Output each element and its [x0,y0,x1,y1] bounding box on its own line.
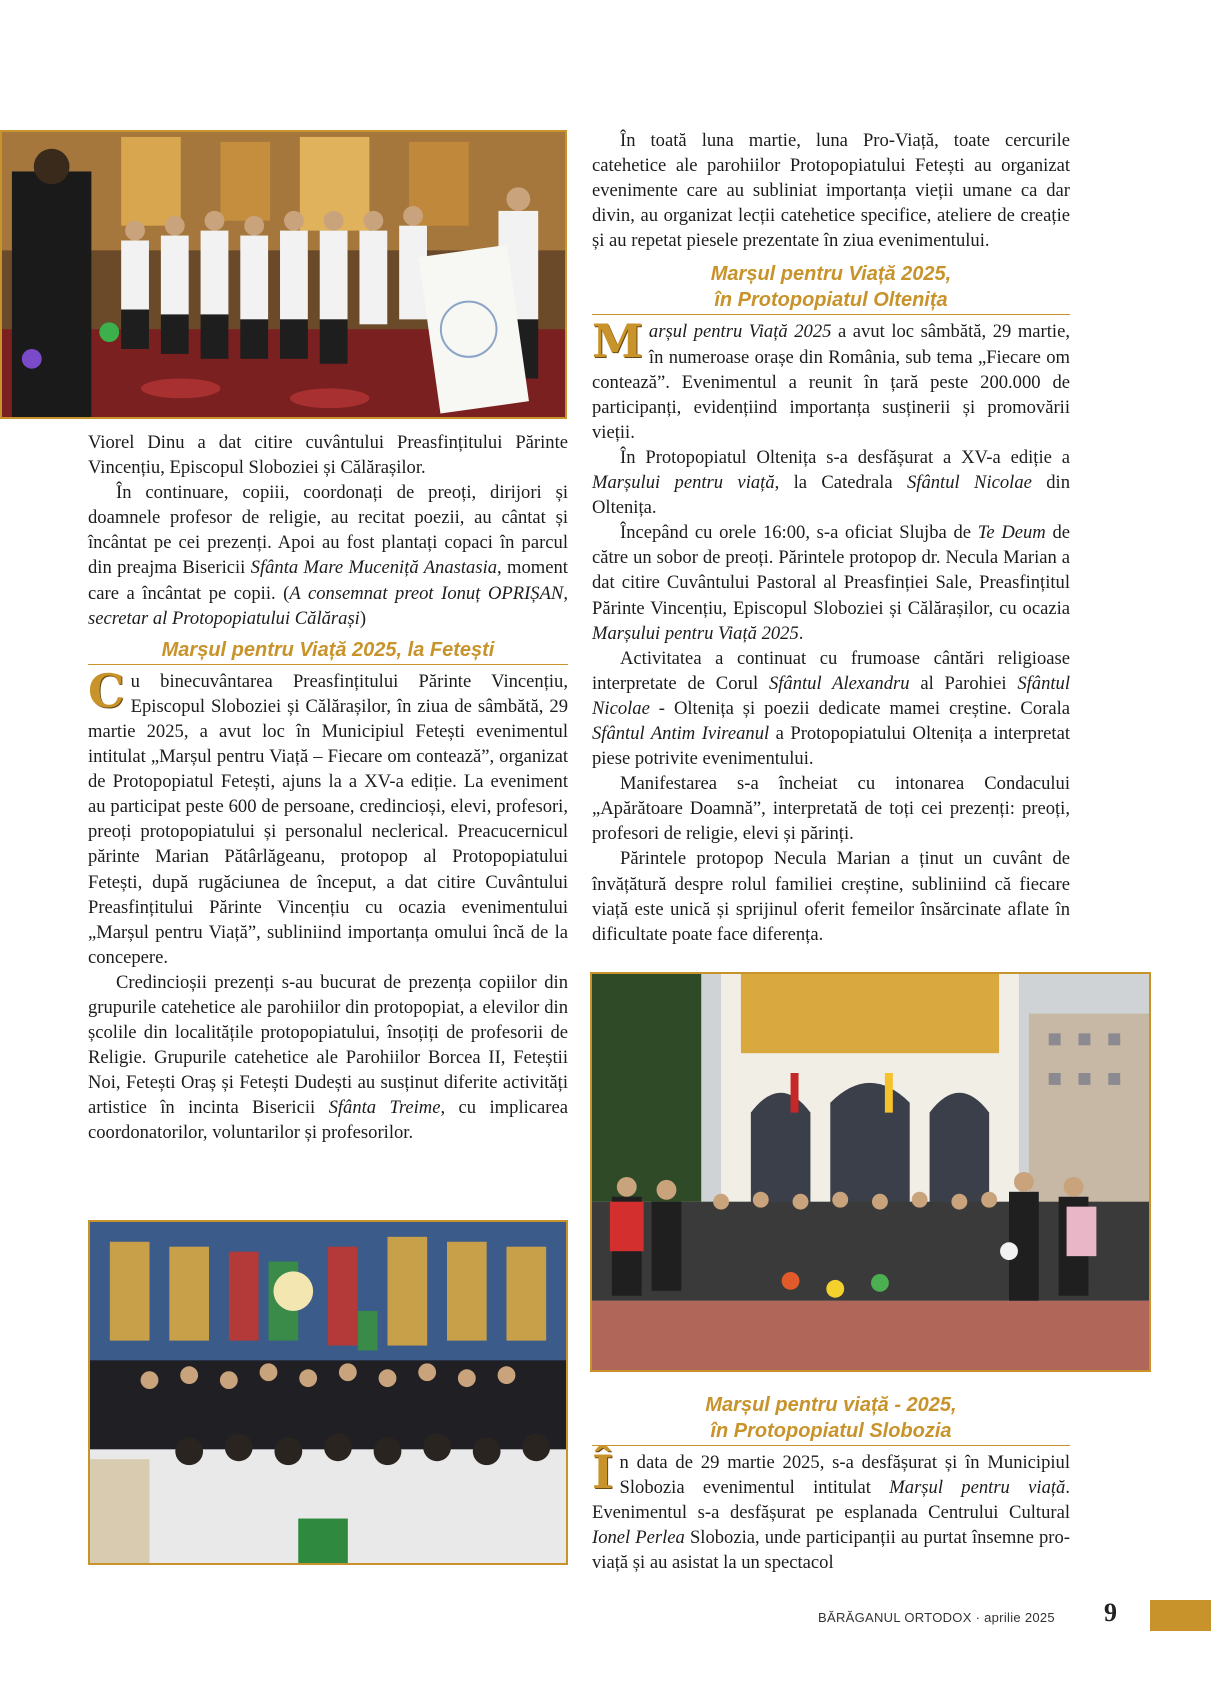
right-column-bottom [592,1386,1070,1575]
paragraph: Marșul pentru Viață 2025 a avut loc sâmbătă, 29 martie, în numeroase orașe din România, sub tema „Fiecare om contează”. Evenimentul a reunit în țară peste 200.000 de participanți, evidențiind importanța susținerii și promovării vieții. [592,314,1070,443]
paragraph: Viorel Dinu a dat citire cuvântului Preasfințitului Părinte Vincențiu, Episcopul Sloboziei și Călărașilor. [88,432,568,479]
drop-cap: Î [592,1445,614,1499]
paragraph: În toată luna martie, luna Pro-Viață, toate cercurile catehetice ale parohiilor Protopopiatului Fetești au organizat evenimente care au subliniat importanța vieții umane ca dar divin, au organizat lecții catehetice specifice, ateliere de creație și au repetat piesele prezentate în ziua evenimentului. [592,130,1070,252]
section-heading: Marșul pentru Viață 2025, în Protopopiatul Oltenița [592,261,1070,315]
drop-cap: M [592,314,643,369]
publication-footer: BĂRĂGANUL ORTODOX · aprilie 2025 [818,1610,1055,1625]
drop-cap: C [88,663,125,718]
footer-accent-bar [1150,1600,1211,1631]
paragraph: Începând cu orele 16:00, s-a oficiat Slujba de Te Deum de către un sobor de preoți. Părintele protopop dr. Necula Marian a dat citire Cuvântului Pastoral al Preasfinției Sale, Preasfințitul Părinte Vincențiu, Episcopul Sloboziei și Călărașilor, cu ocazia Marșului pentru Viață 2025. [592,522,1070,644]
page-number: 9 [1104,1598,1117,1627]
photo-church-gathering [88,1220,568,1565]
paragraph: În data de 29 martie 2025, s-a desfășurat și în Municipiul Slobozia evenimentul intitulat Marșul pentru viață. Evenimentul s-a desfășurat pe esplanada Centrului Cultural Ionel Perlea Slobozia, unde participanții au purtat însemne pro-viață și au asistat la un spectacol [592,1445,1070,1574]
paragraph: Manifestarea s-a încheiat cu intonarea Condacului „Apărătoare Doamnă”, interpretată de toți cei prezenți: preoți, profesori de religie, elevi și părinți. [592,773,1070,845]
section-heading: Marșul pentru Viață 2025, la Fetești [88,637,568,665]
photo-cathedral-group [590,972,1151,1372]
right-column [592,128,1070,947]
paragraph: Credincioșii prezenți s-au bucurat de prezența copiilor din grupurile catehetice ale parohiilor din protopopiat, a elevilor din școlile din localitățile protopopiatului, însoțiți de profesorii de Religie. Grupurile catehetice ale Parohiilor Borcea II, Feteștii Noi, Fetești Oraș și Fetești Dudești au susținut diferite activități artistice în incinta Bisericii Sfânta Treime, cu implicarea coordonatorilor, voluntarilor și profesorilor. [88,971,568,1144]
paragraph: În Protopopiatul Oltenița s-a desfășurat a XV-a ediție a Marșului pentru viață, la Catedrala Sfântul Nicolae din Oltenița. [592,446,1070,519]
photo-children-choir [0,130,567,419]
paragraph: Părintele protopop Necula Marian a ținut un cuvânt de învățătură despre rolul familiei creștine, subliniind că fiecare viață este unică și sprijinul oferit femeilor însărcinate aflate în dificultate poate face diferența. [592,848,1070,945]
paragraph: În continuare, copiii, coordonați de preoți, dirijori și doamnele profesor de religie, au recitat poezii, au cântat și încântat pe cei prezenți. Apoi au fost plantați copaci în parcul din preajma Bisericii Sfânta Mare Muceniță Anastasia, moment care a încântat pe copii. (A consemnat preot Ionuț OPRIȘAN, secretar al Protopopiatului Călărași) [88,482,568,629]
paragraph: Cu binecuvântarea Preasfințitului Părinte Vincențiu, Episcopul Sloboziei și Călărașilor, în ziua de sâmbătă, 29 martie 2025, a avut loc în Municipiul Fetești evenimentul intitulat „Marșul pentru Viață – Fiecare om contează”, organizat de Protopopiatul Fetești, ajuns la a XV-a ediție. La eveniment au participat peste 600 de persoane, credincioși, elevi, profesori, preoți protopopiatului și personalul neclerical. Preacucernicul părinte Marian Pătârlăgeanu, protopop al Protopopiatului Fetești, după rugăciunea de început, a dat citire Cuvântului Preasfințitului Părinte Vincențiu cu ocazia evenimentului „Marșul pentru Viață”, subliniind importanța omului încă de la concepere. [88,663,568,968]
section-heading: Marșul pentru viață - 2025, în Protopopiatul Slobozia [592,1392,1070,1446]
left-column [88,430,568,1146]
paragraph: Activitatea a continuat cu frumoase cântări religioase interpretate de Corul Sfântul Alexandru al Parohiei Sfântul Nicolae - Oltenița și poezii dedicate mamei creștine. Corala Sfântul Antim Ivireanul a Protopopiatului Oltenița a interpretat piese potrivite evenimentului. [592,647,1070,770]
